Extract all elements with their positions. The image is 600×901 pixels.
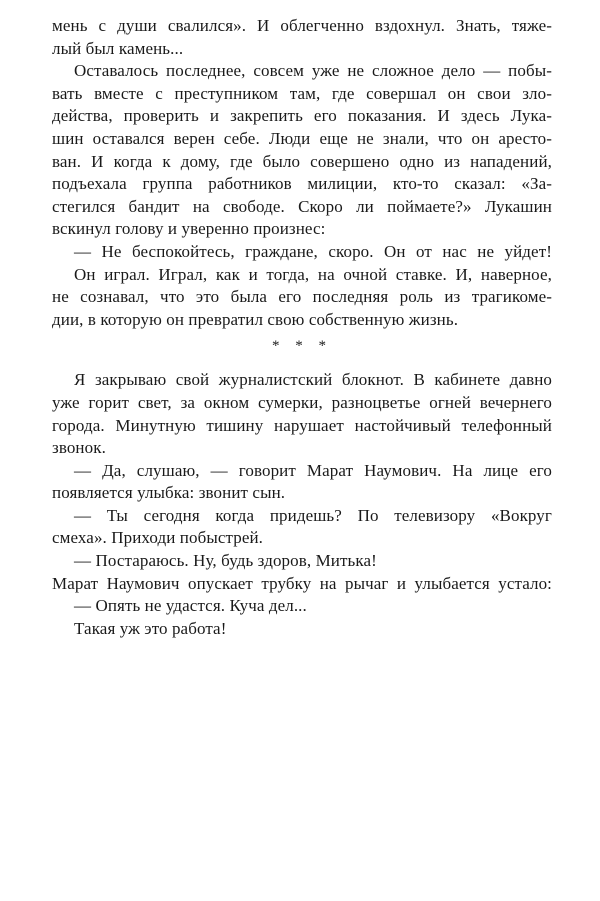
text-line: Он играл. Играл, как и тогда, на очной ставке. И, наверное, (74, 264, 552, 284)
section-2-text (52, 369, 552, 640)
text-line: Такая уж это работа! (74, 618, 227, 638)
text-line: подъехала группа работников милиции, кто-то сказал: «За- (52, 174, 552, 194)
text-line: лый был камень... (52, 38, 184, 58)
text-line: уже горит свет, за окном сумерки, разноцветье огней вечернего (52, 392, 552, 412)
book-page (52, 15, 552, 640)
text-line: — Опять не удастся. Куча дел... (74, 596, 307, 616)
text-line: появляется улыбка: звонит сын. (52, 483, 286, 503)
text-line: Оставалось последнее, совсем уже не сложное дело — побы- (74, 61, 552, 81)
text-line: — Постараюсь. Ну, будь здоров, Митька! (74, 551, 377, 571)
text-line: действа, проверить и закрепить его показания. И здесь Лука- (52, 106, 552, 126)
text-line: шин оставался верен себе. Люди еще не знали, что он аресто- (52, 128, 552, 148)
text-line: города. Минутную тишину нарушает настойчивый телефонный (52, 415, 552, 435)
section-separator: * * * (272, 338, 332, 355)
text-line: смеха». Приходи побыстрей. (52, 528, 264, 548)
text-line: Я закрываю свой журналистский блокнот. В кабинете давно (74, 370, 552, 390)
text-line: вать вместе с преступником там, где совершал он свои зло- (52, 83, 552, 103)
text-line: дии, в которую он превратил свою собственную жизнь. (52, 309, 459, 329)
text-line: — Ты сегодня когда придешь? По телевизору «Вокруг (74, 505, 552, 525)
text-line: мень с души свалился». И облегченно вздохнул. Знать, тяже- (52, 16, 552, 35)
text-line: не сознавал, что это была его последняя роль из трагикоме- (52, 287, 552, 307)
text-line: — Не беспокойтесь, граждане, скоро. Он от нас не уйдет! (74, 241, 552, 261)
text-line: вскинул голову и уверенно произнес: (52, 219, 326, 239)
section-1-text (52, 15, 552, 331)
text-line: звонок. (52, 438, 106, 458)
text-line: — Да, слушаю, — говорит Марат Наумович. На лице его (74, 460, 552, 480)
text-line: стегился бандит на свободе. Скоро ли поймаете?» Лукашин (52, 196, 552, 216)
text-line: Марат Наумович опускает трубку на рычаг и улыбается устало: (52, 573, 552, 593)
text-line: ван. И когда к дому, где было совершено одно из нападений, (52, 151, 552, 171)
